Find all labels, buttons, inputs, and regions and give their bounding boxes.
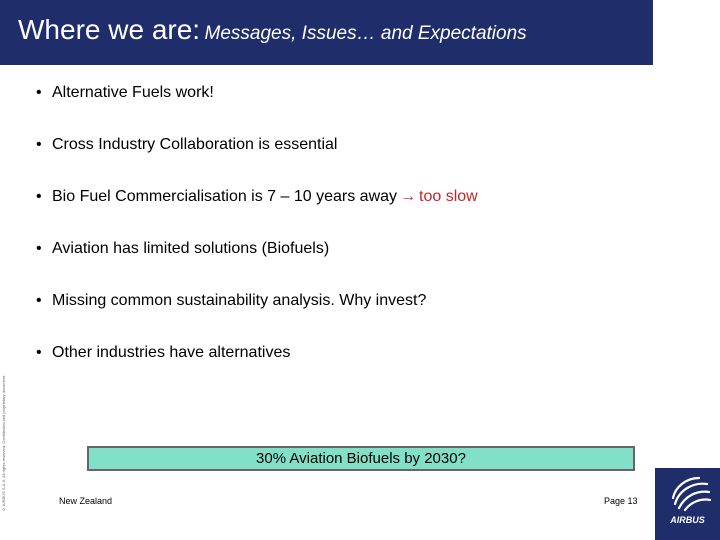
title-subtitle: Messages, Issues… and Expectations bbox=[204, 23, 527, 44]
title-bar bbox=[0, 0, 653, 65]
bullet-text: Alternative Fuels work! bbox=[52, 84, 214, 101]
bullet-marker: • bbox=[36, 84, 42, 101]
bullet-marker: • bbox=[36, 136, 42, 153]
bullet-text: Aviation has limited solutions (Biofuels) bbox=[52, 240, 330, 257]
bullet-marker: • bbox=[36, 240, 42, 257]
bullet-item bbox=[36, 78, 214, 108]
bullet-text: Missing common sustainability analysis. Why invest? bbox=[52, 292, 427, 309]
airbus-globe-icon bbox=[655, 468, 720, 516]
bullet-marker: • bbox=[36, 292, 42, 309]
question-text: 30% Aviation Biofuels by 2030? bbox=[256, 450, 466, 467]
footer-location: New Zealand bbox=[59, 496, 113, 506]
bullet-marker: • bbox=[36, 188, 42, 205]
copyright-notice: © AIRBUS S.A.S. All rights reserved. Confidential and proprietary document. bbox=[1, 374, 6, 512]
bullet-text: Bio Fuel Commercialisation is 7 – 10 years away bbox=[52, 188, 398, 205]
arrow-icon: → bbox=[400, 188, 417, 205]
airbus-logo bbox=[655, 468, 720, 540]
bullet-item bbox=[36, 130, 337, 160]
bullet-item bbox=[36, 182, 478, 212]
title-main: Where we are: bbox=[18, 14, 201, 45]
bullet-text: Other industries have alternatives bbox=[52, 344, 291, 361]
question-box bbox=[87, 446, 635, 471]
page-number: Page 13 bbox=[604, 496, 638, 506]
bullet-marker: • bbox=[36, 344, 42, 361]
bullet-item bbox=[36, 286, 426, 316]
page-title bbox=[18, 14, 527, 46]
bullet-text: Cross Industry Collaboration is essential bbox=[52, 136, 338, 153]
bullet-item bbox=[36, 338, 290, 368]
bullet-highlight: too slow bbox=[419, 188, 478, 205]
logo-text: AIRBUS bbox=[670, 515, 705, 525]
bullet-item bbox=[36, 234, 329, 264]
